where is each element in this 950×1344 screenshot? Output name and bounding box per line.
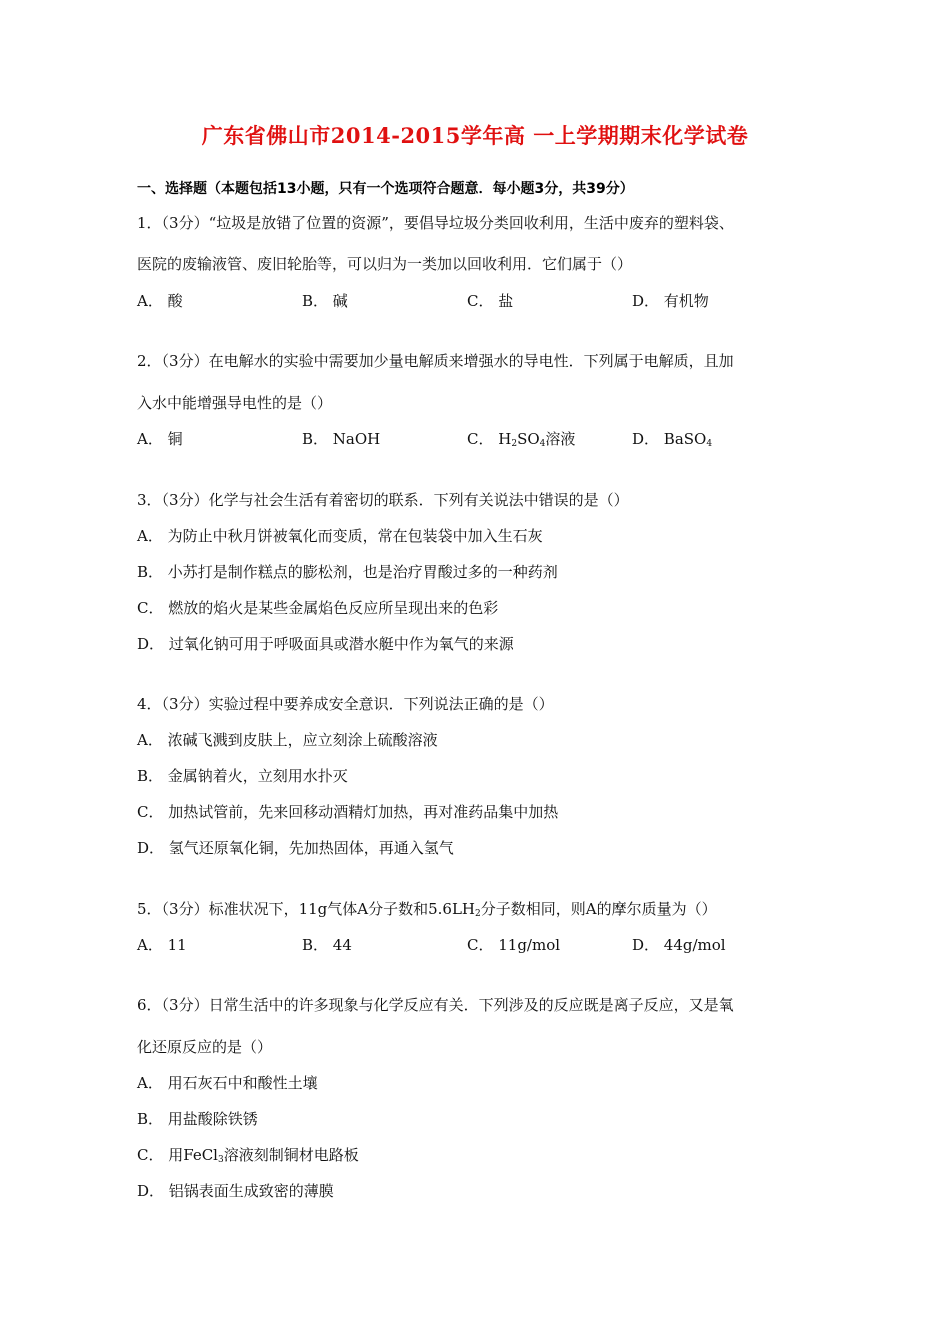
q6-option-c: C． 用FeCl$_3$溶液刻制铜材电路板: [137, 1146, 359, 1165]
q1-option-c: C． 盐: [467, 292, 514, 310]
q3-option-d: D． 过氧化钠可用于呼吸面具或潜水艇中作为氧气的来源: [137, 635, 514, 653]
q1-option-a: A． 酸: [137, 292, 183, 310]
q6-option-b: B． 用盐酸除铁锈: [137, 1110, 258, 1128]
q4-option-b: B． 金属钠着火，立刻用水扑灭: [137, 767, 348, 785]
question-2-text-cont: 入水中能增强导电性的是（）: [137, 394, 333, 412]
q5-option-b: B． 44: [302, 936, 352, 954]
q3-option-a: A． 为防止中秋月饼被氧化而变质，常在包装袋中加入生石灰: [137, 527, 543, 545]
section-heading: 一、选择题（本题包括13小题，只有一个选项符合题意．每小题3分，共39分）: [137, 181, 634, 197]
q3-option-b: B． 小苏打是制作糕点的膨松剂，也是治疗胃酸过多的一种药剂: [137, 563, 558, 581]
question-1-text-cont: 医院的废输液管、废旧轮胎等，可以归为一类加以回收利用．它们属于（）: [137, 255, 633, 273]
question-1-options: [137, 290, 837, 310]
question-5-text: 5．（3分）标准状况下，11g气体A分子数和$5.6LH_2$分子数相同，则A的摩尔质量为（）: [137, 900, 717, 919]
q3-option-c: C． 燃放的焰火是某些金属焰色反应所呈现出来的色彩: [137, 599, 499, 617]
question-1-text: 1．（3分）“垃圾是放错了位置的资源”，要倡导垃圾分类回收利用，生活中废弃的塑料袋、: [137, 214, 734, 232]
question-3-text: 3．（3分）化学与社会生活有着密切的联系．下列有关说法中错误的是（）: [137, 491, 629, 509]
question-6-text: 6．（3分）日常生活中的许多现象与化学反应有关．下列涉及的反应既是离子反应，又是氧: [137, 996, 734, 1014]
q4-option-d: D． 氢气还原氧化铜，先加热固体，再通入氢气: [137, 839, 454, 857]
question-2-options: [137, 428, 837, 448]
q4-option-a: A． 浓碱飞溅到皮肤上，应立刻涂上硫酸溶液: [137, 731, 438, 749]
q4-option-c: C． 加热试管前，先来回移动酒精灯加热，再对准药品集中加热: [137, 803, 559, 821]
q2-option-d: D． BaSO$_4$: [632, 430, 713, 449]
q2-option-a: A． 铜: [137, 430, 183, 448]
q5-option-c: C． 11g/mol: [467, 936, 561, 954]
question-5-options: [137, 934, 837, 954]
q1-option-b: B． 碱: [302, 292, 348, 310]
question-4-text: 4．（3分）实验过程中要养成安全意识．下列说法正确的是（）: [137, 695, 554, 713]
q2-option-b: B． NaOH: [302, 430, 381, 448]
question-6-text-cont: 化还原反应的是（）: [137, 1038, 273, 1056]
q5-option-d: D． 44g/mol: [632, 936, 726, 954]
q6-option-d: D． 铝锅表面生成致密的薄膜: [137, 1182, 334, 1200]
q5-option-a: A． 11: [137, 936, 187, 954]
question-2-text: 2．（3分）在电解水的实验中需要加少量电解质来增强水的导电性．下列属于电解质，且加: [137, 352, 734, 370]
page-title: 广东省佛山市2014-2015学年高 一上学期期末化学试卷: [201, 123, 749, 148]
q6-option-a: A． 用石灰石中和酸性土壤: [137, 1074, 318, 1092]
q1-option-d: D． 有机物: [632, 292, 709, 310]
q2-option-c: C． $H_2SO_4$溶液: [467, 430, 576, 449]
